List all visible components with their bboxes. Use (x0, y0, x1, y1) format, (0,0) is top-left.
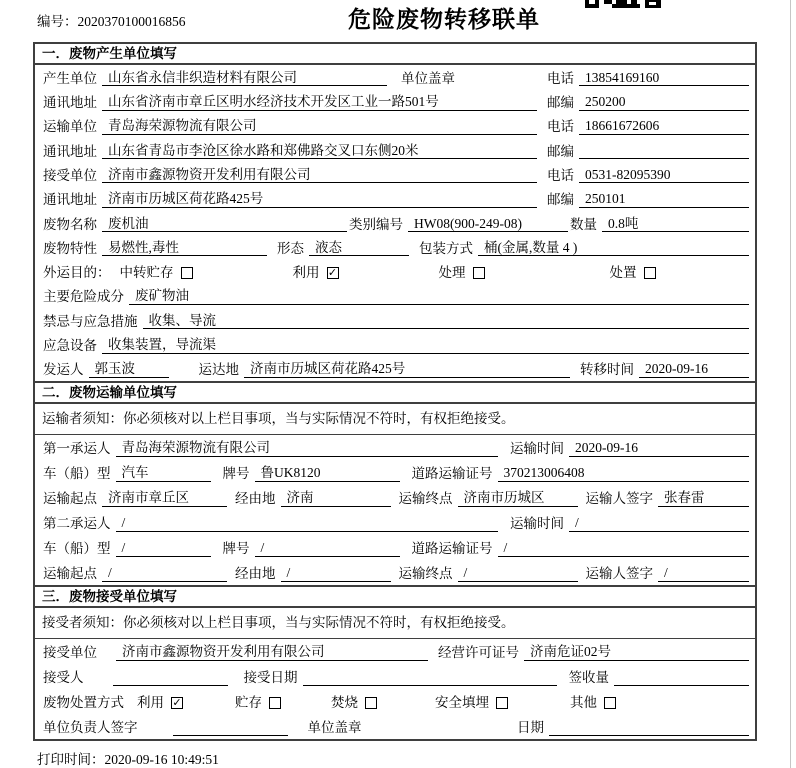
section2-title: 二．废物运输单位填写 (35, 381, 755, 404)
address-label: 通讯地址 (43, 143, 97, 159)
vehicle-type-label: 车（船）型 (43, 541, 111, 557)
endpoint-value: / (458, 565, 578, 582)
option-label: 中转贮存 (119, 265, 174, 281)
section3-title: 三．废物接受单位填写 (35, 585, 755, 608)
manifest-table (33, 42, 757, 741)
section1-rows (35, 65, 755, 381)
row-producer-address (41, 89, 749, 113)
row-shipper (41, 357, 749, 381)
accept-unit-value: 济南市鑫源物资开发利用有限公司 (116, 644, 428, 661)
doc-number-value: 2020370100016856 (77, 14, 186, 29)
option-landfill (435, 695, 508, 711)
row-recipient (41, 664, 749, 689)
equipment-label: 应急设备 (43, 338, 97, 354)
phone-label: 电话 (547, 119, 574, 135)
section1-title: 一．废物产生单位填写 (35, 44, 755, 65)
endpoint-value: 济南市历城区 (458, 490, 578, 507)
row-responsible-sign (41, 714, 749, 739)
transporter-value: 青岛海荣源物流有限公司 (102, 118, 537, 135)
quantity-label: 数量 (570, 216, 597, 232)
traits-value: 易燃性,毒性 (102, 240, 267, 257)
taboo-value: 收集、导流 (143, 313, 750, 330)
transporter-notice: 运输者须知：你必须核对以上栏目事项，当与实际情况不符时，有权拒绝接受。 (35, 404, 755, 435)
destination-value: 济南市历城区荷花路425号 (244, 361, 570, 378)
responsible-sign-label: 单位负责人签字 (43, 720, 138, 736)
receive-date-label: 接受日期 (243, 670, 298, 686)
via-value: 济南 (281, 490, 391, 507)
packaging-value: 桶(金属,数量 4 ) (478, 240, 749, 257)
carrier-value: 青岛海荣源物流有限公司 (116, 440, 499, 457)
receiver-notice: 接受者须知：你必须核对以上栏目事项，当与实际情况不符时，有权拒绝接受。 (35, 608, 755, 639)
zip-label: 邮编 (547, 143, 574, 159)
option-label: 利用 (292, 265, 320, 281)
option-other (570, 695, 616, 711)
address-value: 山东省青岛市李沧区徐水路和郑佛路交叉口东侧20米 (102, 143, 537, 160)
via-value: / (281, 565, 391, 582)
date-label: 日期 (517, 720, 544, 736)
option-treat (439, 265, 485, 281)
option-transit-storage (120, 265, 193, 281)
recipient-label: 接受人 (43, 670, 84, 686)
option-dispose (610, 265, 656, 281)
address-value: 济南市历城区荷花路425号 (102, 191, 537, 208)
row-transporter (41, 114, 749, 138)
option-label: 利用 (137, 695, 164, 711)
option-label: 处置 (609, 265, 637, 281)
recipient-value-empty (113, 671, 228, 686)
carrier-sign-value: 张春雷 (658, 490, 749, 507)
row-second-carrier (41, 510, 749, 535)
form-label: 形态 (277, 240, 304, 256)
option-utilize (293, 265, 339, 281)
row-transporter-address (41, 138, 749, 162)
transporter-label: 运输单位 (43, 119, 97, 135)
received-qty-label: 签收量 (568, 670, 609, 686)
row-waste-traits (41, 235, 749, 259)
checkbox-unchecked (269, 697, 281, 709)
transport-time-value: 2020-09-16 (569, 440, 749, 457)
phone-label: 电话 (547, 167, 574, 183)
vehicle-type-value: 汽车 (116, 465, 211, 482)
transfer-time-value: 2020-09-16 (639, 361, 749, 378)
phone-label: 电话 (547, 70, 574, 86)
row-taboo-measures (41, 308, 749, 332)
doc-number-label: 编号： (37, 14, 78, 29)
waste-name-value: 废机油 (102, 216, 347, 233)
page-edge-line (790, 0, 791, 768)
category-label: 类别编号 (349, 216, 403, 232)
transfer-time-label: 转移时间 (580, 362, 634, 378)
zip-label: 邮编 (547, 192, 574, 208)
checkbox-unchecked (365, 697, 377, 709)
responsible-sign-value-empty (173, 721, 288, 736)
phone-value: 0531-82095390 (579, 167, 749, 184)
address-label: 通讯地址 (43, 192, 97, 208)
transport-time-value: / (569, 515, 749, 532)
option-label: 焚烧 (331, 695, 358, 711)
row-vehicle2 (41, 535, 749, 560)
row-waste-name (41, 211, 749, 235)
transport-time-label: 运输时间 (510, 516, 564, 532)
carrier-value: / (116, 515, 499, 532)
zip-value-empty (579, 144, 749, 159)
carrier-sign-label: 运输人签字 (585, 491, 653, 507)
plate-label: 牌号 (222, 541, 250, 557)
origin-label: 运输起点 (43, 566, 97, 582)
phone-value: 18661672606 (579, 118, 749, 135)
via-label: 经由地 (235, 491, 276, 507)
origin-value: / (102, 565, 227, 582)
section2-rows (35, 435, 755, 585)
checkbox-unchecked (644, 267, 656, 279)
option-utilize (137, 695, 183, 711)
checkbox-checked: ✓ (172, 696, 182, 710)
row-disposal-method (41, 689, 749, 714)
received-qty-value-empty (614, 671, 749, 686)
receiver-label: 接受单位 (43, 167, 97, 183)
print-time-label: 打印时间： (37, 752, 105, 767)
transport-time-label: 运输时间 (510, 441, 564, 457)
via-label: 经由地 (235, 566, 276, 582)
row-receiver (41, 162, 749, 186)
row-first-carrier (41, 435, 749, 460)
row-route2 (41, 560, 749, 585)
address-value: 山东省济南市章丘区明水经济技术开发区工业一路501号 (102, 94, 537, 111)
hazard-label: 主要危险成分 (43, 289, 124, 305)
origin-value: 济南市章丘区 (102, 490, 227, 507)
plate-label: 牌号 (222, 466, 250, 482)
phone-value: 13854169160 (579, 70, 749, 87)
carrier-sign-value: / (658, 565, 749, 582)
row-accept-unit (41, 639, 749, 664)
endpoint-label: 运输终点 (398, 566, 453, 582)
plate-value: / (255, 540, 400, 557)
road-cert-label: 道路运输证号 (411, 541, 493, 557)
zip-value: 250101 (579, 191, 749, 208)
row-vehicle1 (41, 460, 749, 485)
carrier-label: 第一承运人 (43, 441, 111, 457)
option-label: 处理 (438, 265, 466, 281)
option-label: 安全填埋 (435, 695, 489, 711)
document-header (0, 0, 796, 42)
date-value-empty (549, 721, 749, 736)
print-time-value: 2020-09-16 10:49:51 (104, 752, 219, 767)
vehicle-type-label: 车（船）型 (43, 466, 111, 482)
checkbox-unchecked (496, 697, 508, 709)
option-label: 其他 (570, 695, 597, 711)
row-hazard-components (41, 284, 749, 308)
print-time (37, 748, 219, 768)
option-incinerate (331, 695, 377, 711)
road-cert-label: 道路运输证号 (411, 466, 493, 482)
license-value: 济南危证02号 (524, 644, 749, 661)
category-value: HW08(900-249-08) (408, 216, 568, 233)
page-title: 危险废物转移联单 (348, 6, 540, 32)
checkbox-unchecked (181, 267, 193, 279)
purpose-label: 外运目的： (43, 265, 111, 281)
shipper-value: 郭玉波 (89, 361, 169, 378)
road-cert-value: 370213006408 (498, 465, 750, 482)
checkbox-unchecked (604, 697, 616, 709)
origin-label: 运输起点 (43, 491, 97, 507)
option-label: 贮存 (235, 695, 262, 711)
checkbox-checked: ✓ (327, 265, 338, 279)
producer-value: 山东省永信非织造材料有限公司 (102, 70, 387, 87)
carrier-label: 第二承运人 (43, 516, 111, 532)
unit-seal-label: 单位盖章 (401, 70, 455, 86)
form-value: 液态 (309, 240, 409, 257)
row-receiver-address (41, 186, 749, 210)
checkbox-unchecked (473, 267, 485, 279)
receiver-value: 济南市鑫源物资开发利用有限公司 (102, 167, 537, 184)
disposal-label: 废物处置方式 (43, 695, 124, 711)
quantity-value: 0.8吨 (602, 216, 749, 233)
row-producer (41, 65, 749, 89)
road-cert-value: / (498, 540, 750, 557)
row-emergency-equipment (41, 332, 749, 356)
waste-name-label: 废物名称 (43, 216, 97, 232)
shipper-label: 发运人 (43, 362, 84, 378)
plate-value: 鲁UK8120 (255, 465, 400, 482)
option-storage (235, 695, 281, 711)
row-transfer-purpose (41, 259, 749, 283)
accept-unit-label: 接受单位 (43, 645, 97, 661)
hazard-value: 废矿物油 (129, 288, 749, 305)
zip-value: 250200 (579, 94, 749, 111)
traits-label: 废物特性 (43, 240, 97, 256)
row-route1 (41, 485, 749, 510)
zip-label: 邮编 (547, 95, 574, 111)
destination-label: 运达地 (198, 362, 239, 378)
address-label: 通讯地址 (43, 95, 97, 111)
endpoint-label: 运输终点 (398, 491, 453, 507)
section3-rows (35, 639, 755, 739)
vehicle-type-value: / (116, 540, 211, 557)
unit-seal-label: 单位盖章 (307, 720, 362, 736)
packaging-label: 包装方式 (419, 240, 473, 256)
license-label: 经营许可证号 (438, 645, 519, 661)
receive-date-value-empty (303, 671, 557, 686)
taboo-label: 禁忌与应急措施 (43, 313, 138, 329)
carrier-sign-label: 运输人签字 (585, 566, 653, 582)
equipment-value: 收集装置，导流渠 (102, 337, 749, 354)
producer-label: 产生单位 (43, 70, 97, 86)
